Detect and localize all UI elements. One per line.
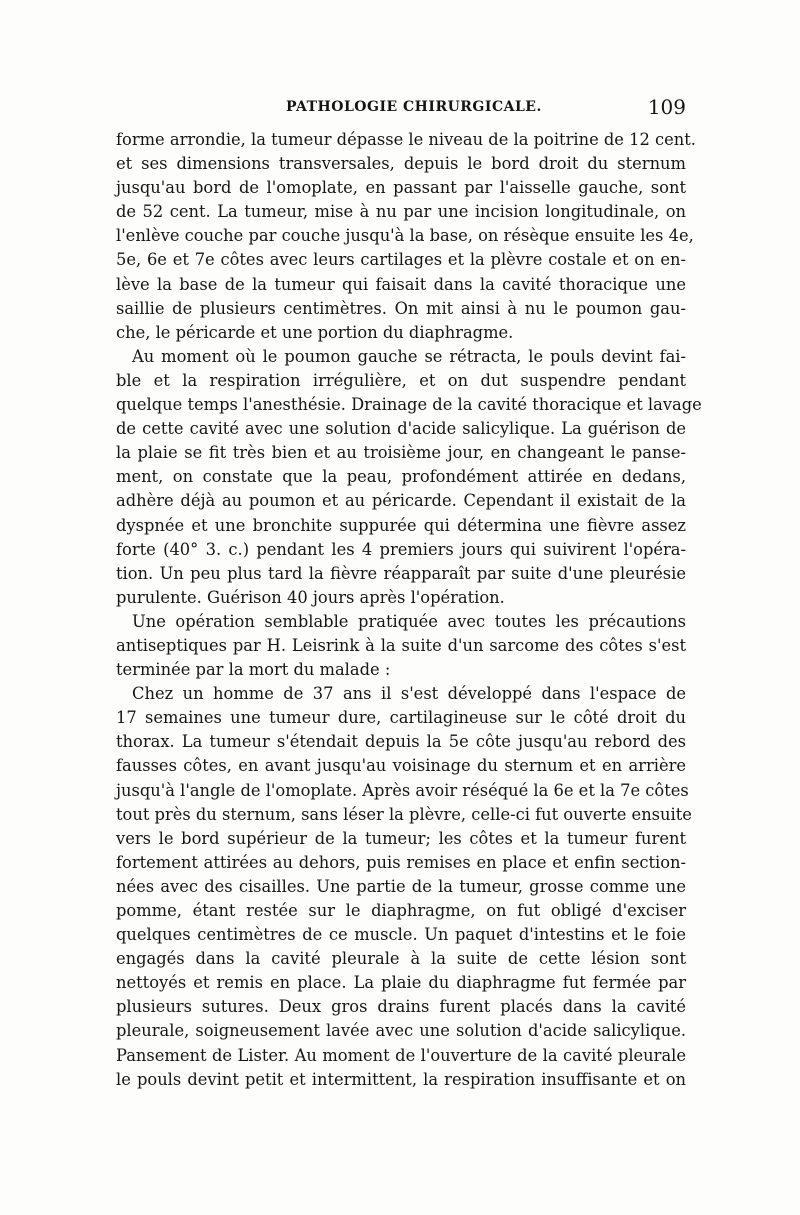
text-line: antiseptiques par H. Leisrink à la suite d'un sarcome des côtes s'est: [116, 635, 686, 655]
text-line: de cette cavité avec une solution d'acide salicylique. La guérison de: [116, 419, 686, 439]
text-line: jusqu'à l'angle de l'omoplate. Après avoir réséqué la 6e et la 7e côtes: [116, 780, 689, 800]
text-line: terminée par la mort du malade :: [116, 660, 391, 680]
text-line: de 52 cent. La tumeur, mise à nu par une incision longitudinale, on: [116, 202, 686, 222]
text-line: la plaie se fit très bien et au troisième jour, en changeant le panse-: [116, 443, 686, 463]
text-line: tion. Un peu plus tard la fièvre réapparaît par suite d'une pleurésie: [116, 563, 686, 583]
page-number: 109: [647, 95, 686, 119]
text-line: saillie de plusieurs centimètres. On mit ainsi à nu le poumon gau-: [116, 298, 686, 318]
text-line: le pouls devint petit et intermittent, la respiration insuffisante et on: [116, 1069, 686, 1089]
text-line: 17 semaines une tumeur dure, cartilagineuse sur le côté droit du: [116, 708, 686, 728]
text-line: che, le péricarde et une portion du diaphragme.: [116, 322, 514, 342]
text-line: ble et la respiration irrégulière, et on dut suspendre pendant: [116, 370, 686, 390]
text-line: forte (40° 3. c.) pendant les 4 premiers jours qui suivirent l'opéra-: [116, 539, 686, 559]
text-line: 5e, 6e et 7e côtes avec leurs cartilages et la plèvre costale et on en-: [116, 250, 686, 270]
text-line: l'enlève couche par couche jusqu'à la base, on résèque ensuite les 4e,: [116, 226, 694, 246]
text-line: pomme, étant restée sur le diaphragme, on fut obligé d'exciser: [116, 901, 686, 920]
text-line: lève la base de la tumeur qui faisait dans la cavité thoracique une: [116, 274, 686, 294]
text-line: fausses côtes, en avant jusqu'au voisinage du sternum et en arrière: [116, 756, 686, 776]
text-line: Pansement de Lister. Au moment de l'ouverture de la cavité pleurale: [116, 1045, 686, 1065]
text-line: Chez un homme de 37 ans il s'est développé dans l'espace de: [132, 684, 686, 704]
text-line: plusieurs sutures. Deux gros drains furent placés dans la cavité: [116, 997, 686, 1017]
text-line: dyspnée et une bronchite suppurée qui détermina une fièvre assez: [116, 515, 686, 535]
text-line: nées avec des cisailles. Une partie de la tumeur, grosse comme une: [116, 876, 686, 896]
text-line: nettoyés et remis en place. La plaie du diaphragme fut fermée par: [116, 973, 686, 993]
text-line: et ses dimensions transversales, depuis le bord droit du sternum: [116, 154, 686, 174]
text-line: jusqu'au bord de l'omoplate, en passant par l'aisselle gauche, sont: [116, 178, 686, 198]
text-line: tout près du sternum, sans léser la plèvre, celle-ci fut ouverte ensuite: [116, 804, 692, 824]
text-line: engagés dans la cavité pleurale à la suite de cette lésion sont: [116, 949, 686, 969]
text-line: fortement attirées au dehors, puis remises en place et enfin section-: [116, 852, 686, 872]
text-line: purulente. Guérison 40 jours après l'opération.: [116, 587, 505, 607]
text-line: quelques centimètres de ce muscle. Un paquet d'intestins et le foie: [116, 925, 686, 945]
body-text: [116, 128, 702, 1092]
text-line: Au moment où le poumon gauche se rétracta, le pouls devint fai-: [132, 346, 686, 366]
running-title: PATHOLOGIE CHIRURGICALE.: [286, 99, 542, 115]
page-header: [116, 95, 686, 125]
text-line: ment, on constate que la peau, profondément attirée en dedans,: [116, 467, 686, 487]
text-line: quelque temps l'anesthésie. Drainage de la cavité thoracique et lavage: [116, 395, 702, 415]
text-line: adhère déjà au poumon et au péricarde. Cependant il existait de la: [116, 491, 686, 511]
text-line: thorax. La tumeur s'étendait depuis la 5e côte jusqu'au rebord des: [116, 732, 686, 752]
text-line: pleurale, soigneusement lavée avec une solution d'acide salicylique.: [116, 1021, 686, 1041]
text-line: vers le bord supérieur de la tumeur; les côtes et la tumeur furent: [116, 828, 686, 848]
text-line: Une opération semblable pratiquée avec toutes les précautions: [132, 611, 686, 631]
text-line: forme arrondie, la tumeur dépasse le niveau de la poitrine de 12 cent.: [116, 130, 696, 149]
